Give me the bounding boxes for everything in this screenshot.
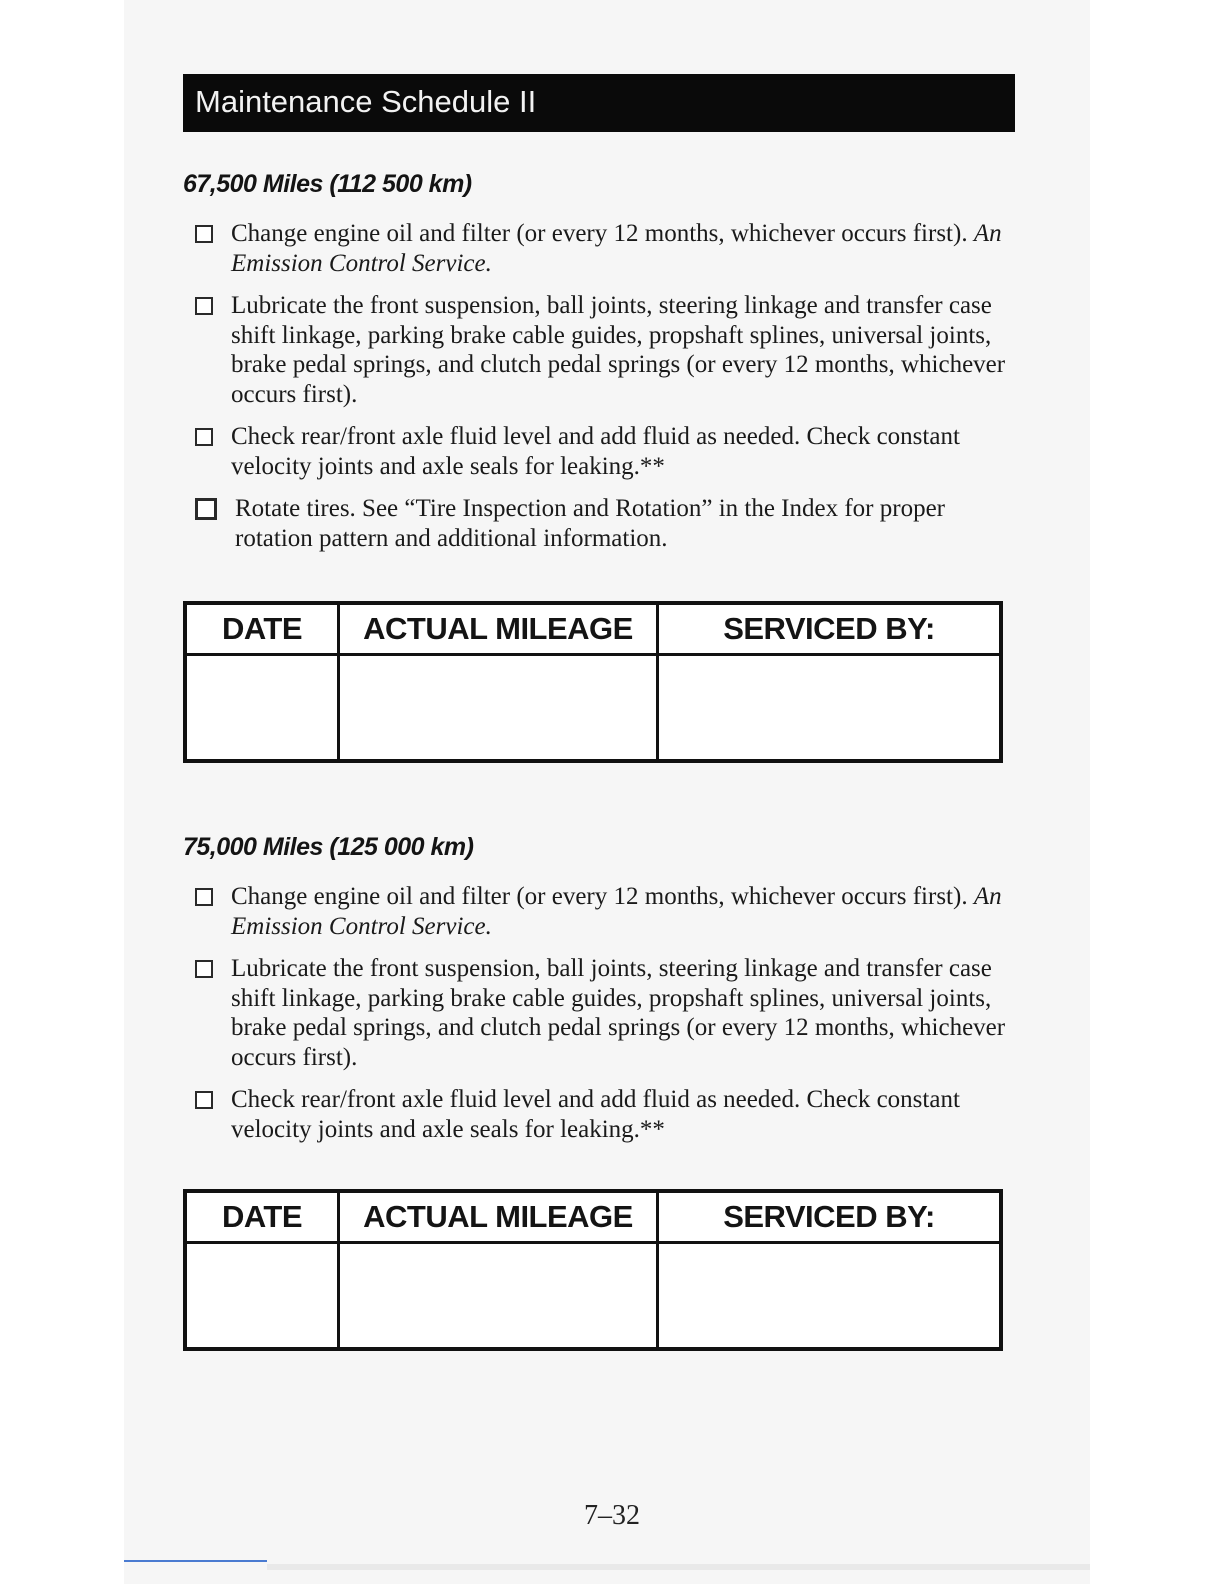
task-checkbox[interactable] (195, 297, 213, 315)
task-text: Lubricate the front suspension, ball joints, steering linkage and transfer case shift linkage, parking brake cable guides, propshaft splines, universal joints, brake pedal springs, and clutch pedal springs (or every 12 months, whichever occurs first). (231, 292, 1006, 408)
table-header-row (185, 1191, 1001, 1243)
task-item (183, 219, 1015, 278)
task-text: Rotate tires. See “Tire Inspection and Rotation” in the Index for proper rotation pattern and additional information. (235, 495, 945, 552)
mileage-section-67500 (183, 170, 1015, 566)
service-log-table (183, 601, 1003, 763)
date-entry-cell[interactable] (185, 655, 339, 762)
column-header-date: DATE (185, 1191, 339, 1243)
column-header-serviced-by: SERVICED BY: (658, 1191, 1002, 1243)
column-header-date: DATE (185, 603, 339, 655)
task-checkbox[interactable] (195, 1091, 213, 1109)
service-log-table (183, 1189, 1003, 1351)
task-checkbox[interactable] (195, 888, 213, 906)
task-list (183, 882, 1015, 1144)
task-text-emphasis: An Emission Control Service. (231, 883, 1002, 940)
task-item (183, 291, 1015, 409)
serviced-by-entry-cell[interactable] (658, 655, 1002, 762)
task-checkbox[interactable] (195, 428, 213, 446)
bottom-shadow-strip (267, 1564, 1090, 1570)
table-row (185, 655, 1001, 762)
bottom-accent-line (124, 1560, 267, 1562)
task-text-main: Change engine oil and filter (or every 12 months, whichever occurs first). (231, 220, 968, 247)
task-text (231, 219, 1011, 278)
task-item (183, 422, 1015, 481)
column-header-serviced-by: SERVICED BY: (658, 603, 1002, 655)
column-header-actual-mileage: ACTUAL MILEAGE (339, 603, 658, 655)
serviced-by-entry-cell[interactable] (658, 1243, 1002, 1350)
task-checkbox[interactable] (195, 225, 213, 243)
date-entry-cell[interactable] (185, 1243, 339, 1350)
task-checkbox[interactable] (195, 960, 213, 978)
mileage-entry-cell[interactable] (339, 1243, 658, 1350)
mileage-entry-cell[interactable] (339, 655, 658, 762)
mileage-section-75000 (183, 833, 1015, 1157)
page-title: Maintenance Schedule II (195, 84, 537, 119)
column-header-actual-mileage: ACTUAL MILEAGE (339, 1191, 658, 1243)
task-item (183, 1085, 1015, 1144)
task-item (183, 882, 1015, 941)
table-header-row (185, 603, 1001, 655)
task-text: Check rear/front axle fluid level and add fluid as needed. Check constant velocity joints and axle seals for leaking.** (231, 423, 960, 480)
task-text: Lubricate the front suspension, ball joints, steering linkage and transfer case shift linkage, parking brake cable guides, propshaft splines, universal joints, brake pedal springs, and clutch pedal springs (or every 12 months, whichever occurs first). (231, 955, 1006, 1071)
task-item (183, 494, 1015, 553)
task-text: Check rear/front axle fluid level and add fluid as needed. Check constant velocity joints and axle seals for leaking.** (231, 1086, 960, 1143)
section-title: 67,500 Miles (112 500 km) (183, 170, 472, 198)
task-text (231, 882, 1011, 941)
table-row (185, 1243, 1001, 1350)
page-number: 7–32 (584, 1500, 640, 1531)
task-text-main: Change engine oil and filter (or every 12 months, whichever occurs first). (231, 883, 968, 910)
task-text-emphasis: An Emission Control Service. (231, 220, 1002, 277)
task-item (183, 954, 1015, 1072)
section-header-bar (183, 74, 1015, 132)
task-checkbox[interactable] (195, 498, 217, 520)
task-list (183, 219, 1015, 553)
section-title: 75,000 Miles (125 000 km) (183, 833, 474, 861)
